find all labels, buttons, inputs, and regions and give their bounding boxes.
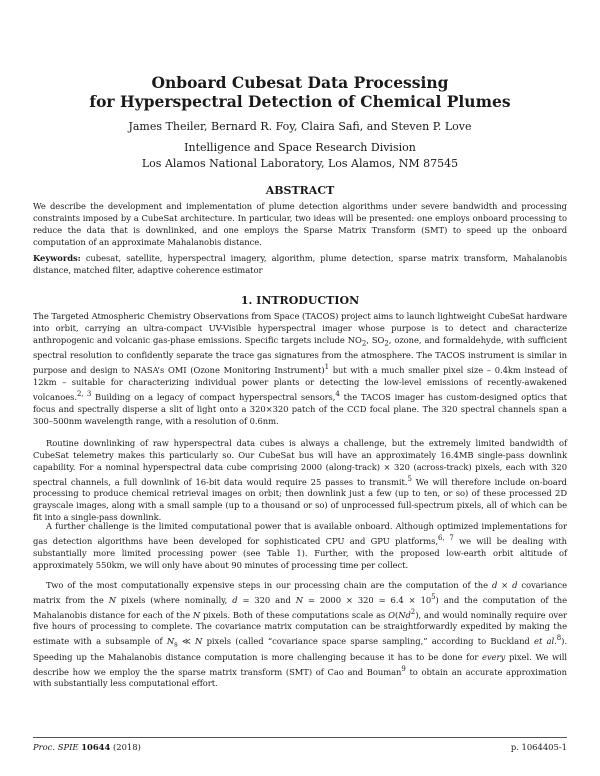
text-run: ), and would nominally require over five hours of processing to complete. The covariance matrix computation can be straightforwardly expedited by making the estimate with a subsample of [33,609,567,647]
footer-spie: SPIE [57,742,79,752]
emphasis: every [482,651,506,662]
abstract-heading: ABSTRACT [265,184,335,197]
title-line-2: for Hyperspectral Detection of Chemical Plumes [89,92,511,111]
text-run: but with a much smaller pixel size – 0.4km instead of 12km – suitable for characterizing individual power plants or detecting the low-level emissions of recently-awakened volcanoes. [33,365,567,402]
paper-title [60,73,540,111]
citation: 2, 3 [77,389,92,398]
citation: 1 [324,363,329,372]
footer-year: (2018) [113,742,141,752]
superscript: 2 [410,607,416,616]
text-run: A further challenge is the limited computational power that is available onboard. Although optimized implementations for gas detection algorithms have been developed for sophisticated CPU and GPU platforms, [33,521,567,546]
text-run: pixel. We will describe how we employ the the sparse matrix transform (SMT) of Cao and Bouman [33,651,567,677]
introduction-heading: 1. INTRODUCTION [240,294,360,307]
superscript: 5 [431,592,436,601]
text-run: we will be dealing with substantially more limited processing power (see Table 1). Further, with the proposed low-earth orbit altitude of approximately 550km, we will only have about 90 minutes of processing time per collect. [33,535,567,570]
math: N [108,594,116,605]
text-run: ≪ [177,636,195,647]
text-run: pixels (where nominally, [115,594,233,605]
math: d × d [491,580,518,590]
math: Nd [398,609,411,620]
emphasis: et al. [534,636,557,647]
citation: 9 [401,664,406,673]
footer-citation [33,742,141,753]
text-run: Routine downlinking of raw hyperspectral data cubes is always a challenge, but the extremely limited bandwidth of CubeSat telemetry makes this particularly so. Our CubeSat bus will have an approximately 16.4MB single-pass downlink capability. For a nominal hyperspectral data cube comprising 2000 (along-track) × 320 (across-track) pixels, each with 320 spectral channels, a full downlink of 16-bit data would require 25 passes to transmit. [33,438,567,487]
math: N [166,636,175,647]
text-run: ). Speeding up the Mahalanobis distance computation is more challenging because it has to be done for [33,636,567,662]
text-run: covariance matrix from the [33,580,567,605]
intro-paragraph-1 [33,311,567,427]
subscript: 2 [361,339,367,348]
footer-volume: 10644 [81,742,111,752]
footer-page-number: p. 1064405-1 [510,742,567,752]
affiliation [60,140,540,172]
intro-paragraph-3 [33,521,567,571]
text-run: to obtain an accurate approximation with substantially less computational effort. [33,666,567,689]
math: d [232,594,238,605]
affiliation-line-2: Los Alamos National Laboratory, Los Alamos, NM 87545 [141,157,459,170]
text-run: pixels. Both of these computations scale as [200,609,389,620]
citation: 6, 7 [437,533,454,542]
math: N [195,636,203,647]
math: O [388,609,395,620]
citation: 4 [335,389,340,398]
title-line-1: Onboard Cubesat Data Processing [151,73,449,92]
text-run: ( [394,609,399,620]
keywords-text: cubesat, satellite, hyperspectral imagery, algorithm, plume detection, sparse matrix transform, Mahalanobis distance, matched filter, adaptive coherence estimator [33,253,567,275]
keywords-label: Keywords: [33,253,81,263]
text-run: , SO [366,334,385,345]
math: N [295,594,303,605]
intro-paragraph-2 [33,438,567,524]
text-run: , ozone, and formaldehyde, with sufficient spectral resolution to confidently separate the trace gas signatures from the atmosphere. The TACOS instrument is similar in purpose and design to NASA’s OMI (Ozone Monitoring Instrument) [33,334,568,376]
text-run: = 320 and [237,594,296,605]
text-run: pixels (called “covariance space sparse sampling,” according to Buckland [202,636,535,647]
text-run: Two of the most computationally expensive steps in our processing chain are the computation of the [46,580,492,590]
affiliation-line-1: Intelligence and Space Research Division [184,141,416,154]
intro-paragraph-4 [33,580,567,690]
page-footer [33,742,567,753]
text-run: Building on a legacy of compact hyperspectral sensors, [91,391,336,402]
text-run: the TACOS imager has custom-designed optics that focus and spectrally disperse a slit of light onto a 320×320 patch of the CCD focal plane. The 320 spectral channels span a 300–500nm wavelength range, with a resolution of 0.6nm. [33,391,567,426]
author-list: James Theiler, Bernard R. Foy, Claira Safi, and Steven P. Love [128,120,472,133]
keywords [33,253,567,277]
text-run: = 2000 × 320 = 6.4 × 10 [303,594,432,605]
text-run: ) and the computation of the Mahalanobis distance for each of the [33,594,567,620]
citation: 8 [556,634,562,643]
abstract-text: We describe the development and implementation of plume detection algorithms under severe bandwidth and processing constraints imposed by a CubeSat architecture. In particular, two ideas will be presented: one employs onboard processing to reduce the data that is downlinked, and one employs the Sparse Matrix Transform (SMT) to speed up the onboard computation of an approximate Mahalanobis distance. [33,201,567,247]
subscript: 2 [384,339,389,348]
text-run: We will therefore include on-board processing to produce chemical retrieval images on orbit; then downlink just a few (up to ten, or so) of these processed 2D grayscale images, along with a small sample (up to a thousand or so) of unprocessed full-spectrum pixels, all of which can be fit into a single-pass downlink. [33,476,567,523]
citation: 5 [407,474,412,483]
text-run: The Targeted Atmospheric Chemistry Observations from Space (TACOS) project aims to launch lightweight CubeSat hardware into orbit, carrying an ultra-compact UV-Visible hyperspectral imager whose purpose is to detect and characterize anthropogenic and volcanic gas-phase emissions. Specific targets include NO [33,311,567,345]
subscript: s [174,640,178,649]
footer-rule [33,737,567,738]
math: N [192,609,201,620]
footer-proc: Proc. [33,742,56,752]
